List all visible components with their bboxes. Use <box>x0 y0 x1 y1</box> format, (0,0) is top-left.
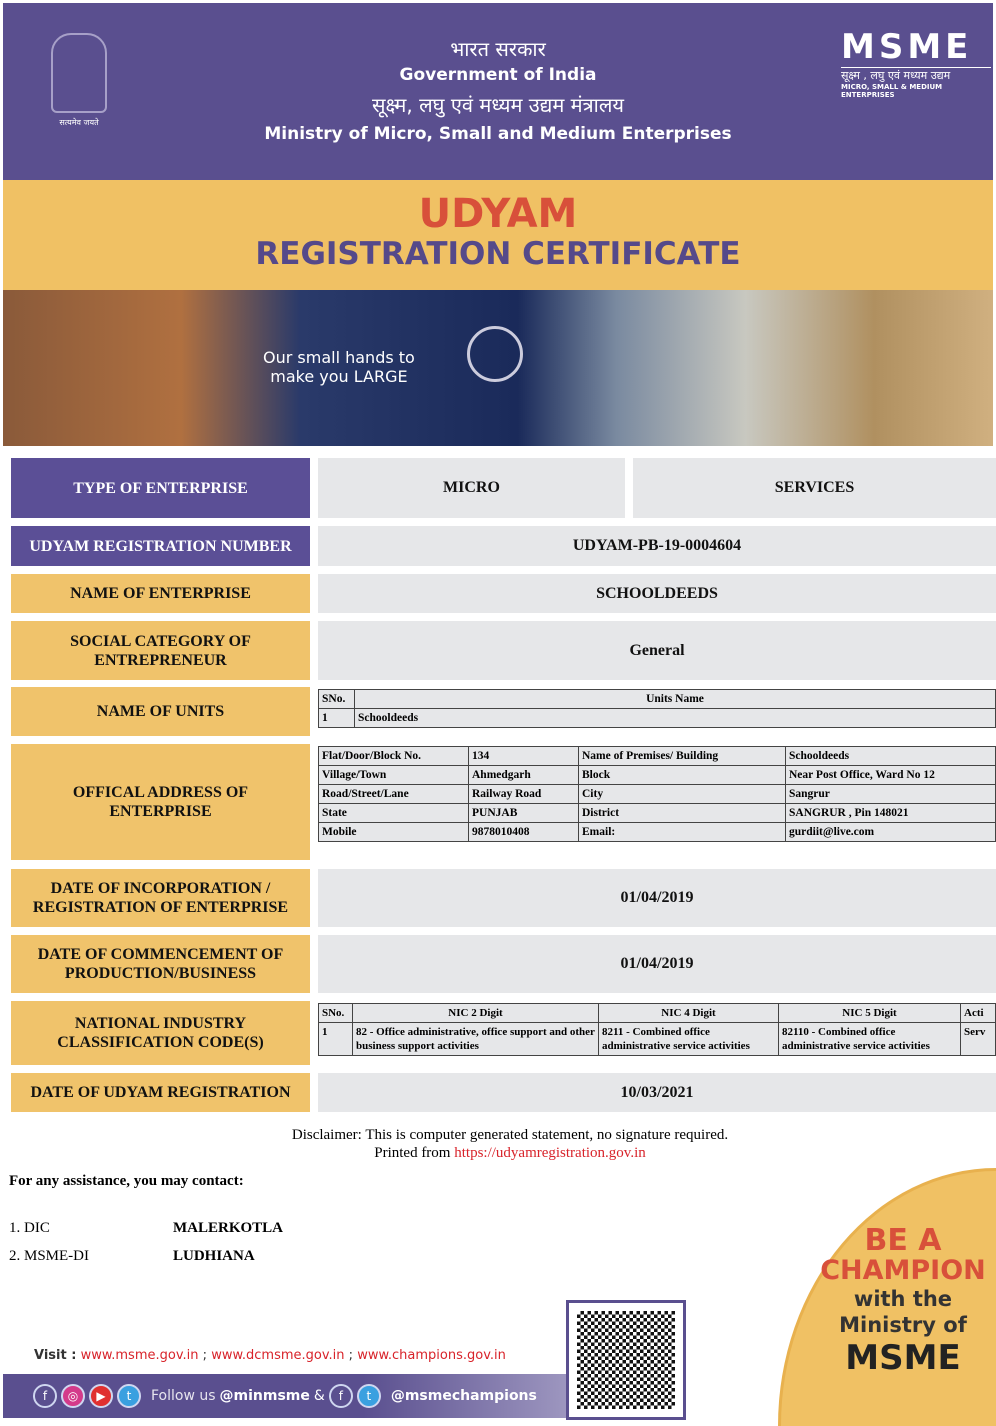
value-social: General <box>318 621 996 680</box>
table-row: 1 Schooldeeds <box>319 709 996 728</box>
address-cell: City <box>579 785 786 804</box>
banner-photo <box>3 290 993 446</box>
qr-code <box>566 1300 686 1420</box>
address-cell: Village/Town <box>319 766 469 785</box>
ministry-title: Ministry of Micro, Small and Medium Enterprises <box>264 124 732 144</box>
label-nic: NATIONAL INDUSTRY CLASSIFICATION CODE(S) <box>11 1001 310 1065</box>
title-band <box>3 180 993 290</box>
address-cell: gurdiit@live.com <box>786 823 996 842</box>
address-cell: SANGRUR , Pin 148021 <box>786 804 996 823</box>
visit-links: Visit : www.msme.gov.in ; www.dcmsme.gov.in ; www.champions.gov.in <box>34 1348 506 1363</box>
contact-dic-label: 1. DIC <box>9 1220 50 1236</box>
label-urn: UDYAM REGISTRATION NUMBER <box>11 526 310 566</box>
chakra-icon <box>467 326 523 382</box>
youtube-icon[interactable]: ▶ <box>89 1384 113 1408</box>
address-cell: Sangrur <box>786 785 996 804</box>
social-footer: f ◎ ▶ t Follow us @minmsme & f t @msmechampions <box>3 1374 603 1418</box>
dcmsme-link[interactable]: www.dcmsme.gov.in <box>211 1348 345 1363</box>
value-urn: UDYAM-PB-19-0004604 <box>318 526 996 566</box>
msme-logo: MSME सूक्ष्म , लघु एवं मध्यम उद्यम MICRO, SMALL & MEDIUM ENTERPRISES <box>841 29 991 99</box>
address-cell: 9878010408 <box>469 823 579 842</box>
header-banner <box>3 3 993 180</box>
champions-link[interactable]: www.champions.gov.in <box>357 1348 506 1363</box>
emblem-motto: सत्यमेव जयते <box>59 118 99 127</box>
value-type-size: MICRO <box>318 458 625 518</box>
label-udyam-date: DATE OF UDYAM REGISTRATION <box>11 1073 310 1112</box>
table-row <box>319 766 996 785</box>
label-address: OFFICAL ADDRESS OF ENTERPRISE <box>11 744 310 860</box>
facebook-icon[interactable]: f <box>33 1384 57 1408</box>
udyam-link[interactable]: https://udyamregistration.gov.in <box>454 1145 646 1161</box>
address-cell: Block <box>579 766 786 785</box>
nic-table: SNo. NIC 2 Digit NIC 4 Digit NIC 5 Digit Acti 1 82 - Office administrative, office support and other business support activities 8211 - Combined office administrative service activities 82110 - Combined office administrative service activities Serv <box>318 1003 996 1056</box>
table-row <box>319 747 996 766</box>
gov-title: Government of India <box>399 65 597 85</box>
title-certificate: REGISTRATION CERTIFICATE <box>255 236 741 272</box>
champion-text: BE A CHAMPION with the Ministry of MSME <box>820 1223 986 1378</box>
label-commencement: DATE OF COMMENCEMENT OF PRODUCTION/BUSINESS <box>11 935 310 993</box>
address-cell: Flat/Door/Block No. <box>319 747 469 766</box>
value-commencement: 01/04/2019 <box>318 935 996 993</box>
address-cell: State <box>319 804 469 823</box>
address-cell: District <box>579 804 786 823</box>
label-name: NAME OF ENTERPRISE <box>11 574 310 613</box>
address-cell: Schooldeeds <box>786 747 996 766</box>
hindi-gov: भारत सरकार <box>450 37 546 61</box>
address-cell: Road/Street/Lane <box>319 785 469 804</box>
contact-msmedi-label: 2. MSME-DI <box>9 1248 90 1264</box>
address-cell: Email: <box>579 823 786 842</box>
label-social: SOCIAL CATEGORY OF ENTREPRENEUR <box>11 621 310 680</box>
address-cell: Railway Road <box>469 785 579 804</box>
title-udyam: UDYAM <box>418 191 578 237</box>
twitter-icon[interactable]: t <box>357 1384 381 1408</box>
address-cell: Near Post Office, Ward No 12 <box>786 766 996 785</box>
hindi-ministry: सूक्ष्म, लघु एवं मध्यम उद्यम मंत्रालय <box>372 93 624 117</box>
value-name: SCHOOLDEEDS <box>318 574 996 613</box>
address-cell: Ahmedgarh <box>469 766 579 785</box>
label-units: NAME OF UNITS <box>11 687 310 736</box>
value-udyam-date: 10/03/2021 <box>318 1073 996 1112</box>
instagram-icon[interactable]: ◎ <box>61 1384 85 1408</box>
label-type: TYPE OF ENTERPRISE <box>11 458 310 518</box>
table-row <box>319 823 996 842</box>
table-row <box>319 804 996 823</box>
address-cell: Name of Premises/ Building <box>579 747 786 766</box>
units-table: SNo. Units Name 1 Schooldeeds <box>318 689 996 728</box>
msme-link[interactable]: www.msme.gov.in <box>80 1348 199 1363</box>
address-table <box>318 746 996 842</box>
banner-tagline: Our small hands to make you LARGE <box>263 348 415 386</box>
disclaimer: Disclaimer: This is computer generated statement, no signature required. Printed from https://udyamregistration.gov.in <box>291 1127 729 1161</box>
twitter-icon[interactable]: t <box>117 1384 141 1408</box>
table-row: 1 82 - Office administrative, office support and other business support activities 8211 - Combined office administrative service activities 82110 - Combined office administrative service activities Serv <box>319 1023 996 1056</box>
facebook-icon[interactable]: f <box>329 1384 353 1408</box>
contact-heading: For any assistance, you may contact: <box>9 1173 244 1189</box>
value-incorporation: 01/04/2019 <box>318 869 996 927</box>
address-cell: PUNJAB <box>469 804 579 823</box>
address-cell: 134 <box>469 747 579 766</box>
table-row <box>319 785 996 804</box>
value-type-activity: SERVICES <box>633 458 996 518</box>
contact-msmedi-value: LUDHIANA <box>173 1248 255 1264</box>
contact-dic-value: MALERKOTLA <box>173 1220 284 1236</box>
label-incorporation: DATE OF INCORPORATION / REGISTRATION OF ENTERPRISE <box>11 869 310 927</box>
address-cell: Mobile <box>319 823 469 842</box>
